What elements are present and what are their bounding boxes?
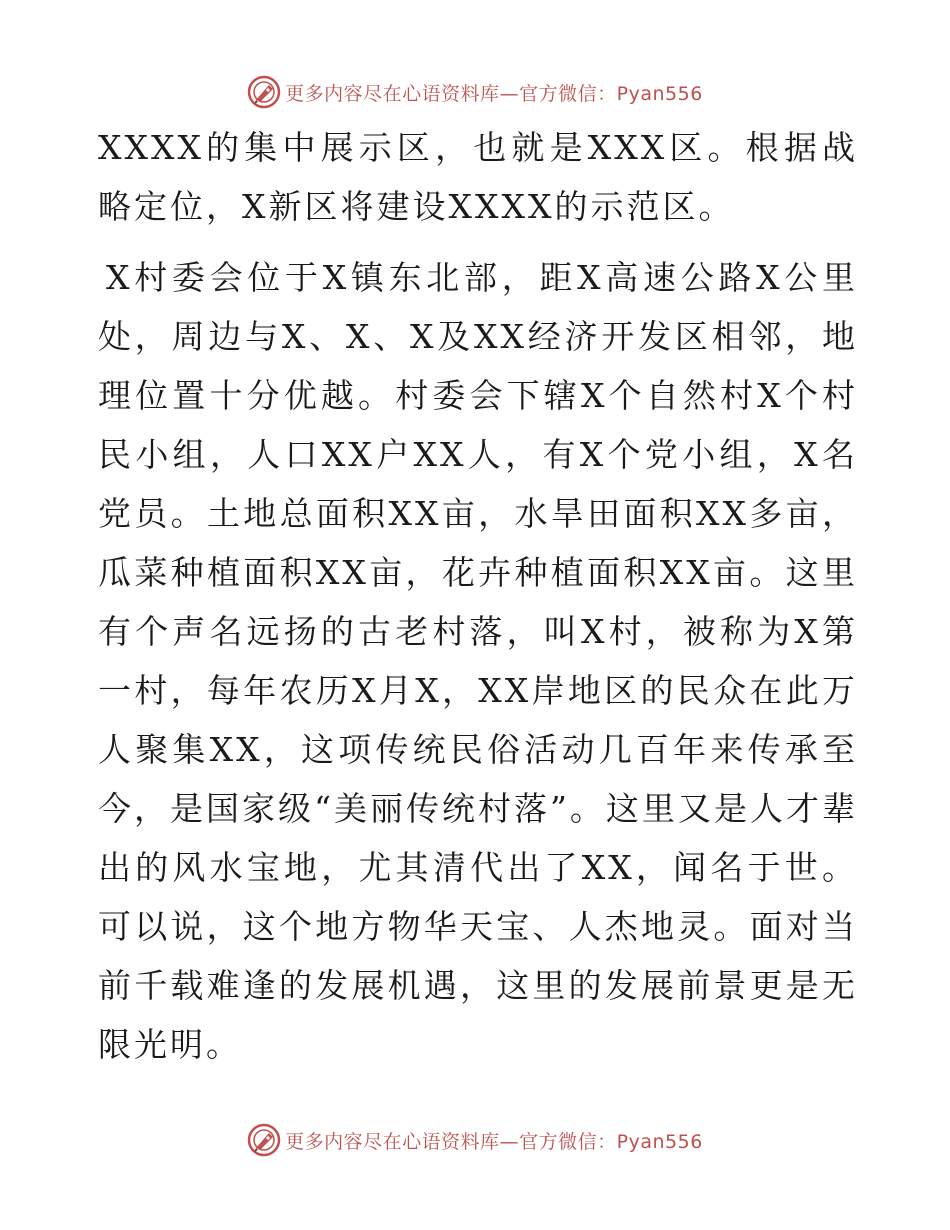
paragraph-intro: XXXX的集中展示区，也就是XXX区。根据战略定位，X新区将建设XXXX的示范区。: [98, 128, 858, 226]
pen-nib-seal-icon: [247, 1123, 281, 1157]
pen-nib-seal-icon: [247, 75, 281, 109]
watermark-text: 更多内容尽在心语资料库—官方微信：Pyan556: [285, 82, 703, 105]
watermark-text: 更多内容尽在心语资料库—官方微信：Pyan556: [285, 1130, 703, 1153]
footer-watermark: [0, 1120, 950, 1160]
document-body: [98, 118, 858, 1074]
header-watermark: [0, 72, 950, 112]
paragraph-village-profile: X村委会位于X镇东北部，距X高速公路X公里处，周边与X、X、X及XX经济开发区相邻，地理位置十分优越。村委会下辖X个自然村X个村民小组，人口XX户XX人，有X个党小组，X名党员。土地总面积XX亩，水旱田面积XX多亩，瓜菜种植面积XX亩，花卉种植面积XX亩。这里有个声名远扬的古老村落，叫X村，被称为X第一村，每年农历X月X，XX岸地区的民众在此万人聚集XX，这项传统民俗活动几百年来传承至今，是国家级“美丽传统村落”。这里又是人才辈出的风水宝地，尤其清代出了XX，闻名于世。可以说，这个地方物华天宝、人杰地灵。面对当前千载难逢的发展机遇，这里的发展前景更是无限光明。: [98, 258, 858, 1064]
